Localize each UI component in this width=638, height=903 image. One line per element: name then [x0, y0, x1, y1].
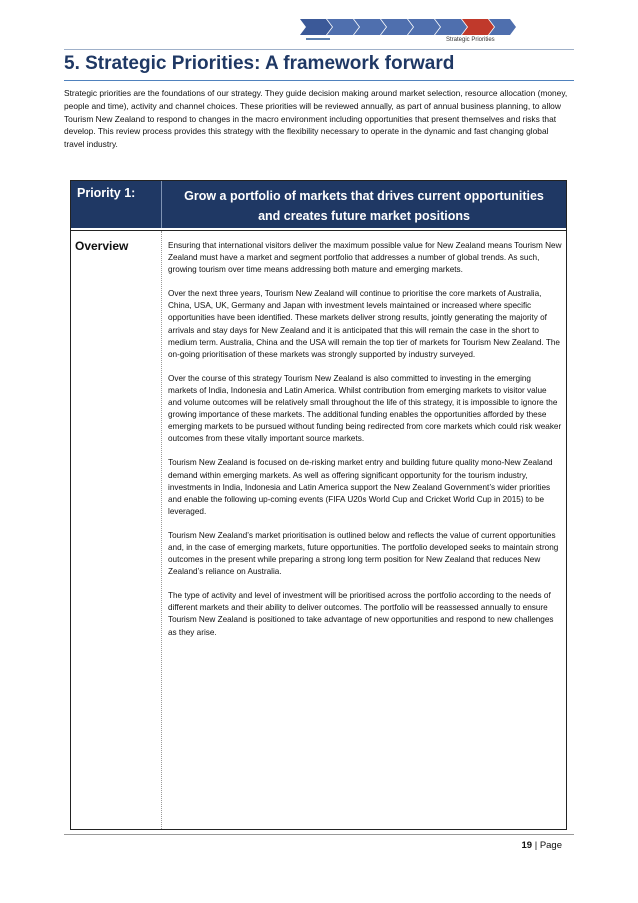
overview-paragraph: Tourism New Zealand is focused on de-risking market entry and building future quality mono-New Zealand demand within emerging markets. As well as offering significant opportunity for the tourism industry, investments in India, Indonesia and Latin America support the New Zealand Government’s wider priorities and enable the following up-coming events (FIFA U20s World Cup and Cricket World Cup in 2015) to be leveraged.	[168, 458, 553, 516]
overview-paragraph: Over the course of this strategy Tourism New Zealand is also committed to investing in the emerging markets of India, Indonesia and Latin America. Whilst contribution from emerging markets to visitor value and volume outcomes will be relatively small throughout the life of this strategy, it is impossible to ignore the growing importance of these markets. The additional funding enables the opportunities afforded by these emerging markets to be pursued without funding being redirected from core markets which could risk weaker outcomes from these vitally important source markets.	[168, 373, 562, 444]
page-footer	[521, 840, 562, 851]
priority-title-line-1: Grow a portfolio of markets that drives current opportunities	[184, 189, 544, 203]
header-divider	[64, 49, 574, 50]
header-column-divider	[161, 181, 162, 228]
overview-paragraph: The type of activity and level of investment will be prioritised across the portfolio according to the needs of different markets and their ability to deliver outcomes. The portfolio will be reassessed annually to ensure Tourism New Zealand is positioned to take advantage of new opportunities and respond to new challenges as they arise.	[168, 591, 554, 637]
overview-label: Overview	[75, 239, 129, 253]
chevron-1	[300, 19, 332, 35]
page-number: 19	[521, 840, 533, 851]
header-bottom-border	[71, 230, 566, 231]
priority-table-header	[71, 181, 566, 228]
overview-paragraph: Over the next three years, Tourism New Zealand will continue to prioritise the core markets of Australia, China, USA, UK, Germany and Japan with investment levels maintained or increased where specific opportunities have been identified. These markets deliver strong results, jointly generating the majority of arrivals and stay days for New Zealand and it is anticipated that this will remain the case in the short to medium term. Australia, China and the USA will remain the top tier of markets for Tourism New Zealand. The on-going prioritisation of these markets was strongly supported by industry surveyed.	[168, 289, 560, 359]
footer-separator: |	[534, 840, 538, 851]
overview-paragraph: Tourism New Zealand’s market prioritisation is outlined below and reflects the value of current opportunities and, in the case of emerging markets, future opportunities. The portfolio developed seeks to maintain strong outcomes in the present while preparing a strong long term position for New Zealand that reduces New Zealand’s reliance on Australia.	[168, 530, 559, 577]
header-accent-rule	[306, 38, 330, 40]
page-label: Page	[539, 840, 562, 851]
header-chevron-bar	[300, 19, 516, 35]
overview-paragraph: Ensuring that international visitors deliver the maximum possible value for New Zealand means Tourism New Zealand must have a market and segment portfolio that addresses a number of global trends. As such, growing tourism over time means addressing both mature and emerging markets.	[168, 241, 562, 275]
overview-text	[168, 240, 562, 651]
body-column-divider	[161, 231, 162, 829]
running-header: Strategic Priorities	[446, 37, 495, 43]
title-underline	[64, 80, 574, 81]
priority-table	[70, 180, 567, 830]
priority-title-line-2: and creates future market positions	[258, 209, 470, 223]
priority-title	[163, 186, 565, 226]
page-title: 5. Strategic Priorities: A framework forward	[64, 53, 455, 74]
intro-paragraph: Strategic priorities are the foundations of our strategy. They guide decision making around market selection, resource allocation (money, people and time), activity and channel choices. These priorities will be reviewed annually, as part of annual business planning, to allow Tourism New Zealand to respond to changes in the macro environment including opportunities that present themselves and risks that develop. This review process provides this strategy with the flexibility necessary to operate in the dynamic and fast changing global travel industry.	[64, 88, 568, 150]
footer-divider	[64, 834, 574, 835]
priority-label: Priority 1:	[77, 186, 136, 200]
